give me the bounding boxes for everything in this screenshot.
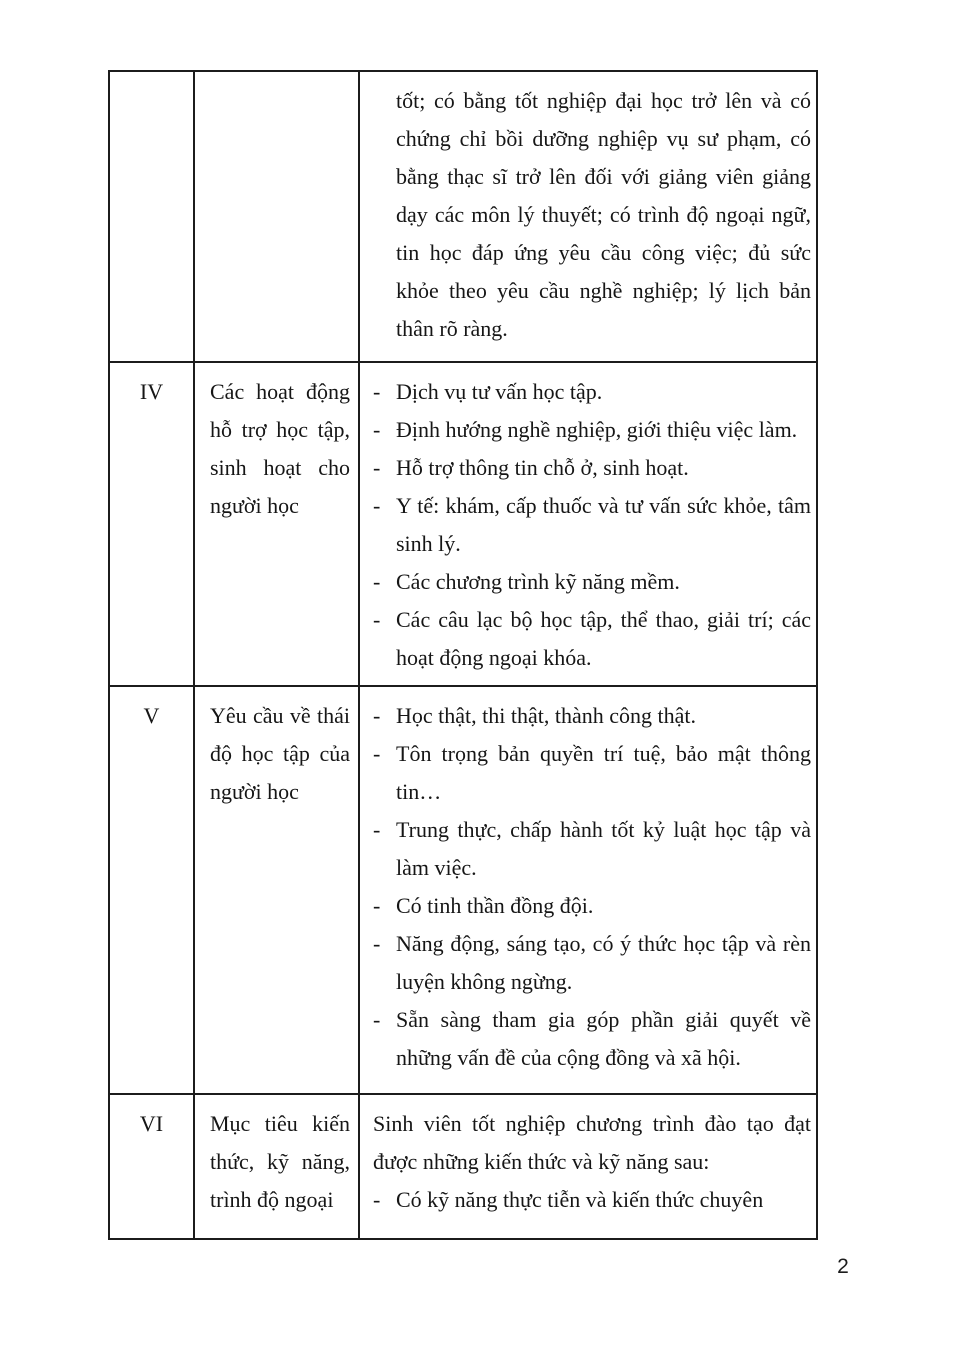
row-numeral-cell	[109, 71, 194, 362]
bullet-dash: -	[373, 379, 381, 404]
bullet-dash: -	[373, 931, 381, 956]
continuation-paragraph: tốt; có bằng tốt nghiệp đại học trở lên và có chứng chỉ bồi dưỡng nghiệp vụ sư phạm, có bằng thạc sĩ trở lên đối với giảng viên giảng dạy các môn lý thuyết; có trình độ ngoại ngữ, tin học đáp ứng yêu cầu công việc; đủ sức khỏe theo yêu cầu nghề nghiệp; lý lịch bản thân rõ ràng.	[396, 88, 811, 341]
table-row	[109, 362, 817, 686]
row-label: Yêu cầu về thái độ học tập của người học	[210, 703, 350, 804]
bullet-text: Dịch vụ tư vấn học tập.	[396, 379, 603, 404]
bullet-text: Các câu lạc bộ học tập, thể thao, giải trí; các hoạt động ngoại khóa.	[396, 607, 811, 670]
bullet-text: Có tinh thần đồng đội.	[396, 893, 594, 918]
row-numeral: IV	[139, 379, 164, 404]
row-label: Mục tiêu kiến thức, kỹ năng, trình độ ngoại	[210, 1111, 350, 1212]
bullet-dash: -	[373, 569, 381, 594]
bullet-dash: -	[373, 1007, 381, 1032]
bullet-dash: -	[373, 817, 381, 842]
bullet-dash: -	[373, 417, 381, 442]
list-item	[373, 411, 811, 449]
bullet-dash: -	[373, 607, 381, 632]
list-item	[373, 887, 811, 925]
row-content-cell	[359, 362, 817, 686]
bullet-dash: -	[373, 1187, 381, 1212]
bullet-text: Trung thực, chấp hành tốt kỷ luật học tập và làm việc.	[396, 817, 811, 880]
intro-paragraph: Sinh viên tốt nghiệp chương trình đào tạo đạt được những kiến thức và kỹ năng sau:	[373, 1111, 811, 1174]
table-row	[109, 686, 817, 1094]
list-item	[373, 487, 811, 563]
row-label-cell	[194, 1094, 359, 1239]
bullet-dash: -	[373, 741, 381, 766]
bullet-text: Có kỹ năng thực tiễn và kiến thức chuyên	[396, 1187, 764, 1212]
row-numeral-cell	[109, 686, 194, 1094]
row-label-cell	[194, 362, 359, 686]
row-content-cell	[359, 686, 817, 1094]
list-item	[373, 373, 811, 411]
list-item	[373, 449, 811, 487]
bullet-text: Học thật, thi thật, thành công thật.	[396, 703, 696, 728]
row-numeral-cell	[109, 1094, 194, 1239]
bullet-dash: -	[373, 493, 381, 518]
list-item	[373, 1001, 811, 1077]
row-label-cell	[194, 686, 359, 1094]
table-row	[109, 71, 817, 362]
list-item	[373, 925, 811, 1001]
list-item	[373, 735, 811, 811]
page-number: 2	[837, 1255, 849, 1278]
bullet-text: Năng động, sáng tạo, có ý thức học tập và rèn luyện không ngừng.	[396, 931, 811, 994]
table-row	[109, 1094, 817, 1239]
bullet-text: Định hướng nghề nghiệp, giới thiệu việc làm.	[396, 417, 798, 442]
row-content-cell	[359, 1094, 817, 1239]
row-content-cell	[359, 71, 817, 362]
content-table	[108, 70, 818, 1240]
bullet-text: Y tế: khám, cấp thuốc và tư vấn sức khỏe, tâm sinh lý.	[396, 493, 811, 556]
list-item	[373, 1181, 811, 1219]
row-numeral: VI	[139, 1111, 164, 1136]
bullet-dash: -	[373, 703, 381, 728]
list-item	[373, 601, 811, 677]
row-label: Các hoạt động hỗ trợ học tập, sinh hoạt cho người học	[210, 379, 350, 518]
row-numeral: V	[143, 703, 160, 728]
row-numeral-cell	[109, 362, 194, 686]
bullet-text: Hỗ trợ thông tin chỗ ở, sinh hoạt.	[396, 455, 689, 480]
list-item	[373, 563, 811, 601]
bullet-dash: -	[373, 893, 381, 918]
bullet-dash: -	[373, 455, 381, 480]
list-item	[373, 811, 811, 887]
row-label-cell	[194, 71, 359, 362]
bullet-text: Sẵn sàng tham gia góp phần giải quyết về những vấn đề của cộng đồng và xã hội.	[396, 1007, 811, 1070]
bullet-text: Các chương trình kỹ năng mềm.	[396, 569, 680, 594]
bullet-text: Tôn trọng bản quyền trí tuệ, bảo mật thông tin…	[396, 741, 811, 804]
list-item	[373, 697, 811, 735]
